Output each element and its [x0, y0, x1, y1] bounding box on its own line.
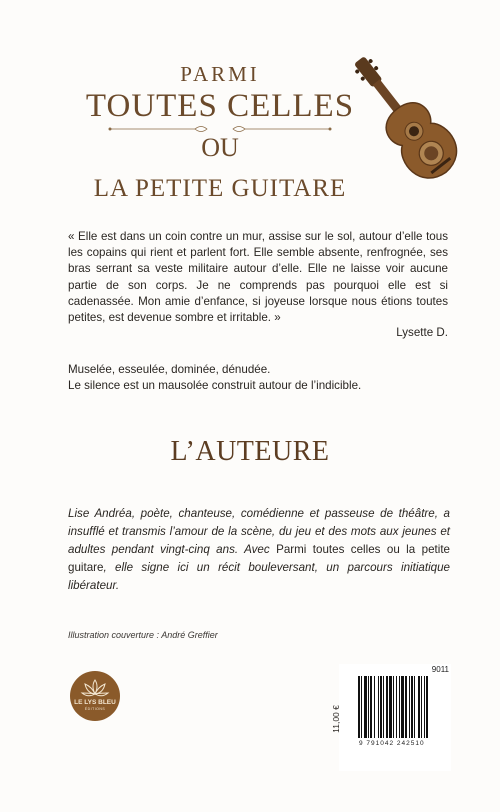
synopsis-line-1: Muselée, esseulée, dominée, dénudée. — [68, 363, 271, 376]
quote-signature: Lysette D. — [396, 326, 448, 339]
back-cover-quote: « Elle est dans un coin contre un mur, assise sur le sol, autour d’elle tous les copains qui rient et parlent fort. Elle semble absente, renfrognée, ses bras serrant sa veste militaire autour d’elle. Elle ne laisse voir aucune partie de son corps. Je ne comprends pas pourquoi elle est si cadenassée. Mon amie d’enfance, si joyeuse lorsque nous étions toutes petites, est devenue sombre et irritable. » — [68, 230, 448, 325]
title-line-1: PARMI — [180, 62, 260, 86]
bio-book-title: Parmi toutes celles ou la petite guitare — [68, 543, 450, 574]
title-line-4: LA PETITE GUITARE — [93, 175, 347, 202]
title-line-2: TOUTES CELLES — [85, 88, 355, 124]
synopsis-line-2: Le silence est un mausolée construit autour de l’indicible. — [68, 379, 362, 393]
bio-part-3: , elle signe ici un récit bouleversant, un parcours initiatique libérateur. — [68, 561, 450, 592]
publisher-logo — [70, 671, 120, 721]
guitar-illustration-icon — [336, 56, 476, 186]
synopsis-paragraph — [68, 362, 458, 394]
lily-flower-icon — [70, 671, 120, 721]
publisher-sub: ÉDITIONS — [84, 707, 106, 711]
price-label — [330, 696, 354, 746]
author-heading: L’AUTEURE — [170, 436, 330, 467]
book-title — [70, 62, 370, 203]
author-bio — [68, 505, 450, 595]
barcode-block — [330, 664, 451, 771]
barcode-bars-icon — [357, 676, 449, 738]
barcode-code: 9011 — [431, 665, 449, 674]
title-line-3: OU — [201, 133, 239, 162]
price-text: 11,00 € — [330, 705, 341, 733]
bio-part-1: Lise Andréa, poète, chanteuse, comédienne et passeuse de théâtre, a insufflé et transmis l’amour de la scène, du jeu et des mots aux jeunes et adultes pendant vingt-cinq ans. Avec — [68, 507, 450, 556]
illustration-credit: Illustration couverture : André Greffier — [68, 630, 218, 640]
isbn-digits: 9 791042 242510 — [359, 740, 425, 747]
publisher-name: LE LYS BLEU — [74, 699, 116, 706]
